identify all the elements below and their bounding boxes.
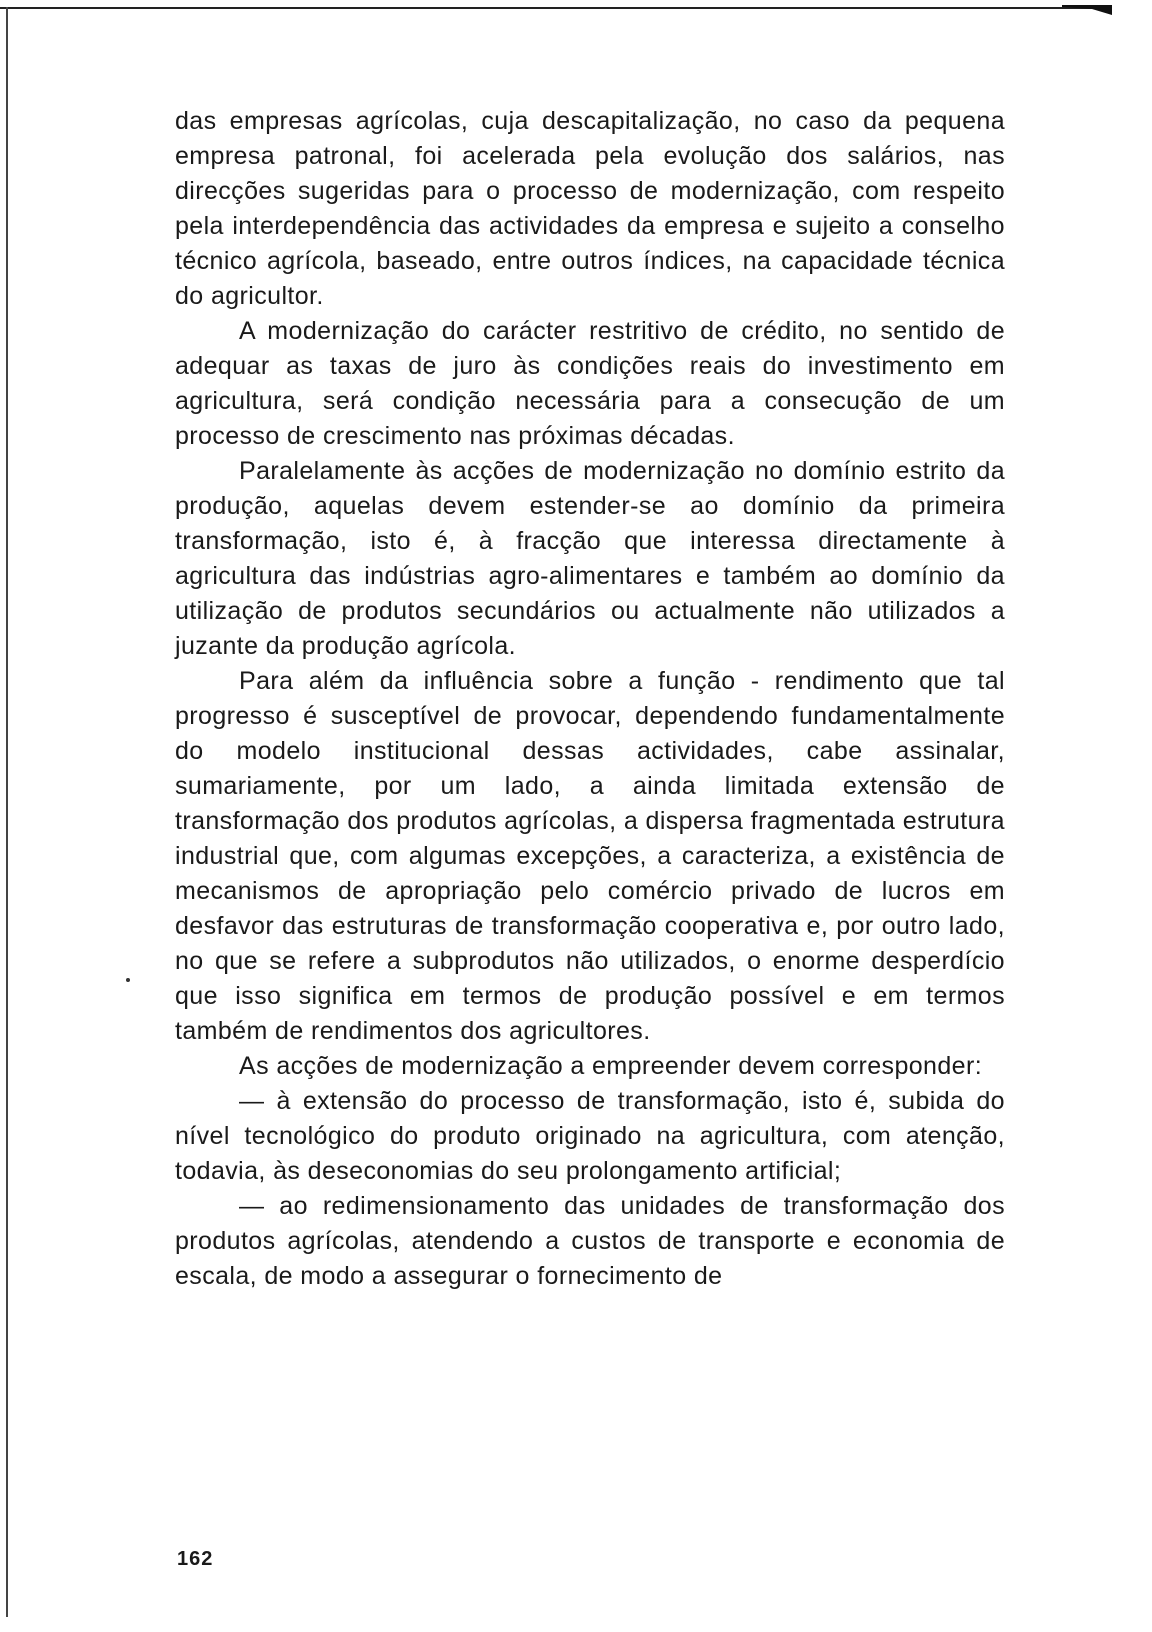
page-body: [175, 104, 1005, 1294]
paragraph-credit: A modernização do carácter restritivo de crédito, no sentido de adequar as taxas de juro às condições reais do investimento em agricultura, será condição necessária para a consecução de um processo de crescimento nas próximas décadas.: [175, 317, 1005, 450]
scan-border-top: [0, 7, 1110, 9]
list-item-extension: — à extensão do processo de transformação, isto é, subida do nível tecnológico do produto originado na agricultura, com atenção, todavia, às deseconomias do seu prolongamento artificial;: [175, 1087, 1005, 1185]
list-item-redimensioning: — ao redimensionamento das unidades de transformação dos produtos agrícolas, atendendo a custos de transporte e economia de escala, de modo a assegurar o fornecimento de: [175, 1192, 1005, 1290]
scan-speck: [126, 978, 130, 982]
scan-corner-mark: [1062, 5, 1112, 15]
paragraph-influence: Para além da influência sobre a função - rendimento que tal progresso é susceptível de provocar, dependendo fundamentalmente do modelo institucional dessas actividades, cabe assinalar, sumariamente, por um lado, a ainda limitada extensão de transformação dos produtos agrícolas, a dispersa fragmentada estrutura industrial que, com algumas excepções, a caracteriza, a existência de mecanismos de apropriação pelo comércio privado de lucros em desfavor das estruturas de transformação cooperativa e, por outro lado, no que se refere a subprodutos não utilizados, o enorme desperdício que isso significa em termos de produção possível e em termos também de rendimentos dos agricultores.: [175, 667, 1005, 1045]
page-number: 162: [177, 1548, 214, 1570]
scan-border-left: [6, 7, 8, 1617]
paragraph-actions-intro: As acções de modernização a empreender devem corresponder:: [239, 1052, 983, 1080]
paragraph-continuation: das empresas agrícolas, cuja descapitalização, no caso da pequena empresa patronal, foi acelerada pela evolução dos salários, nas direcções sugeridas para o processo de modernização, com respeito pela interdependência das actividades da empresa e sujeito a conselho técnico agrícola, baseado, entre outros índices, na capacidade técnica do agricultor.: [175, 107, 1005, 310]
paragraph-transformation: Paralelamente às acções de modernização no domínio estrito da produção, aquelas devem estender-se ao domínio da primeira transformação, isto é, à fracção que interessa directamente à agricultura das indústrias agro-alimentares e também ao domínio da utilização de produtos secundários ou actualmente não utilizados a juzante da produção agrícola.: [175, 457, 1005, 660]
